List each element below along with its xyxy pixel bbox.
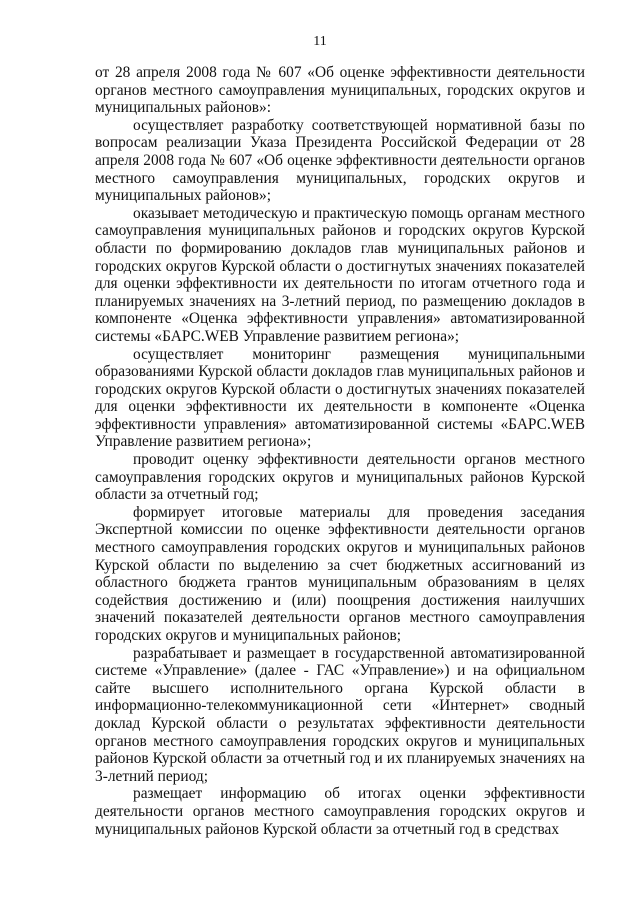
paragraph-monitoring: осуществляет мониторинг размещения муниципальными образованиями Курской области докладов глав муниципальных районов и городских округов Курской области о достигнутых значениях показателей для оценки эффективности их деятельности в компоненте «Оценка эффективности управления» автоматизированной системы «БАРС.WEB Управление развитием региона»;	[95, 345, 585, 451]
paragraph-publication: размещает информацию об итогах оценки эффективности деятельности органов местного самоуправления городских округов и муниципальных районов Курской области за отчетный год в средствах	[95, 785, 585, 838]
paragraph-continuation: от 28 апреля 2008 года № 607 «Об оценке эффективности деятельности органов местного самоуправления муниципальных, городских округов и муниципальных районов»:	[95, 64, 585, 117]
paragraph-efficiency-assessment: проводит оценку эффективности деятельности органов местного самоуправления городских округов и муниципальных районов Курской области за отчетный год;	[95, 451, 585, 504]
page-number: 11	[313, 34, 327, 49]
paragraph-regulatory-basis: осуществляет разработку соответствующей нормативной базы по вопросам реализации Указа Президента Российской Федерации от 28 апреля 2008 года № 607 «Об оценке эффективности деятельности органов местного самоуправления муниципальных, городских округов и муниципальных районов»;	[95, 116, 585, 205]
paragraph-final-materials: формирует итоговые материалы для проведения заседания Экспертной комиссии по оценке эффективности деятельности органов местного самоуправления городских округов и муниципальных районов Курской области по выделению за счет бюджетных ассигнований из областного бюджета грантов муниципальным образованиям в целях содействия достижению и (или) поощрения достижения наилучших значений показателей деятельности органов местного самоуправления городских округов и муниципальных районов;	[95, 503, 585, 644]
paragraph-summary-report: разрабатывает и размещает в государственной автоматизированной системе «Управление» (далее - ГАС «Управление») и на официальном сайте высшего исполнительного органа Курской области в информационно-телекоммуникационной сети «Интернет» сводный доклад Курской области о результатах эффективности деятельности органов местного самоуправления городских округов и муниципальных районов Курской области за отчетный год и их планируемых значениях на 3-летний период;	[95, 644, 585, 785]
paragraph-methodical-assistance: оказывает методическую и практическую помощь органам местного самоуправления муниципальных районов и городских округов Курской области по формированию докладов глав муниципальных районов и городских округов Курской области о достигнутых значениях показателей для оценки эффективности их деятельности по итогам отчетного года и планируемых значениях на 3-летний период, по размещению докладов в компоненте «Оценка эффективности управления» автоматизированной системы «БАРС.WEB Управление развитием региона»;	[95, 204, 585, 345]
document-body	[95, 64, 585, 838]
